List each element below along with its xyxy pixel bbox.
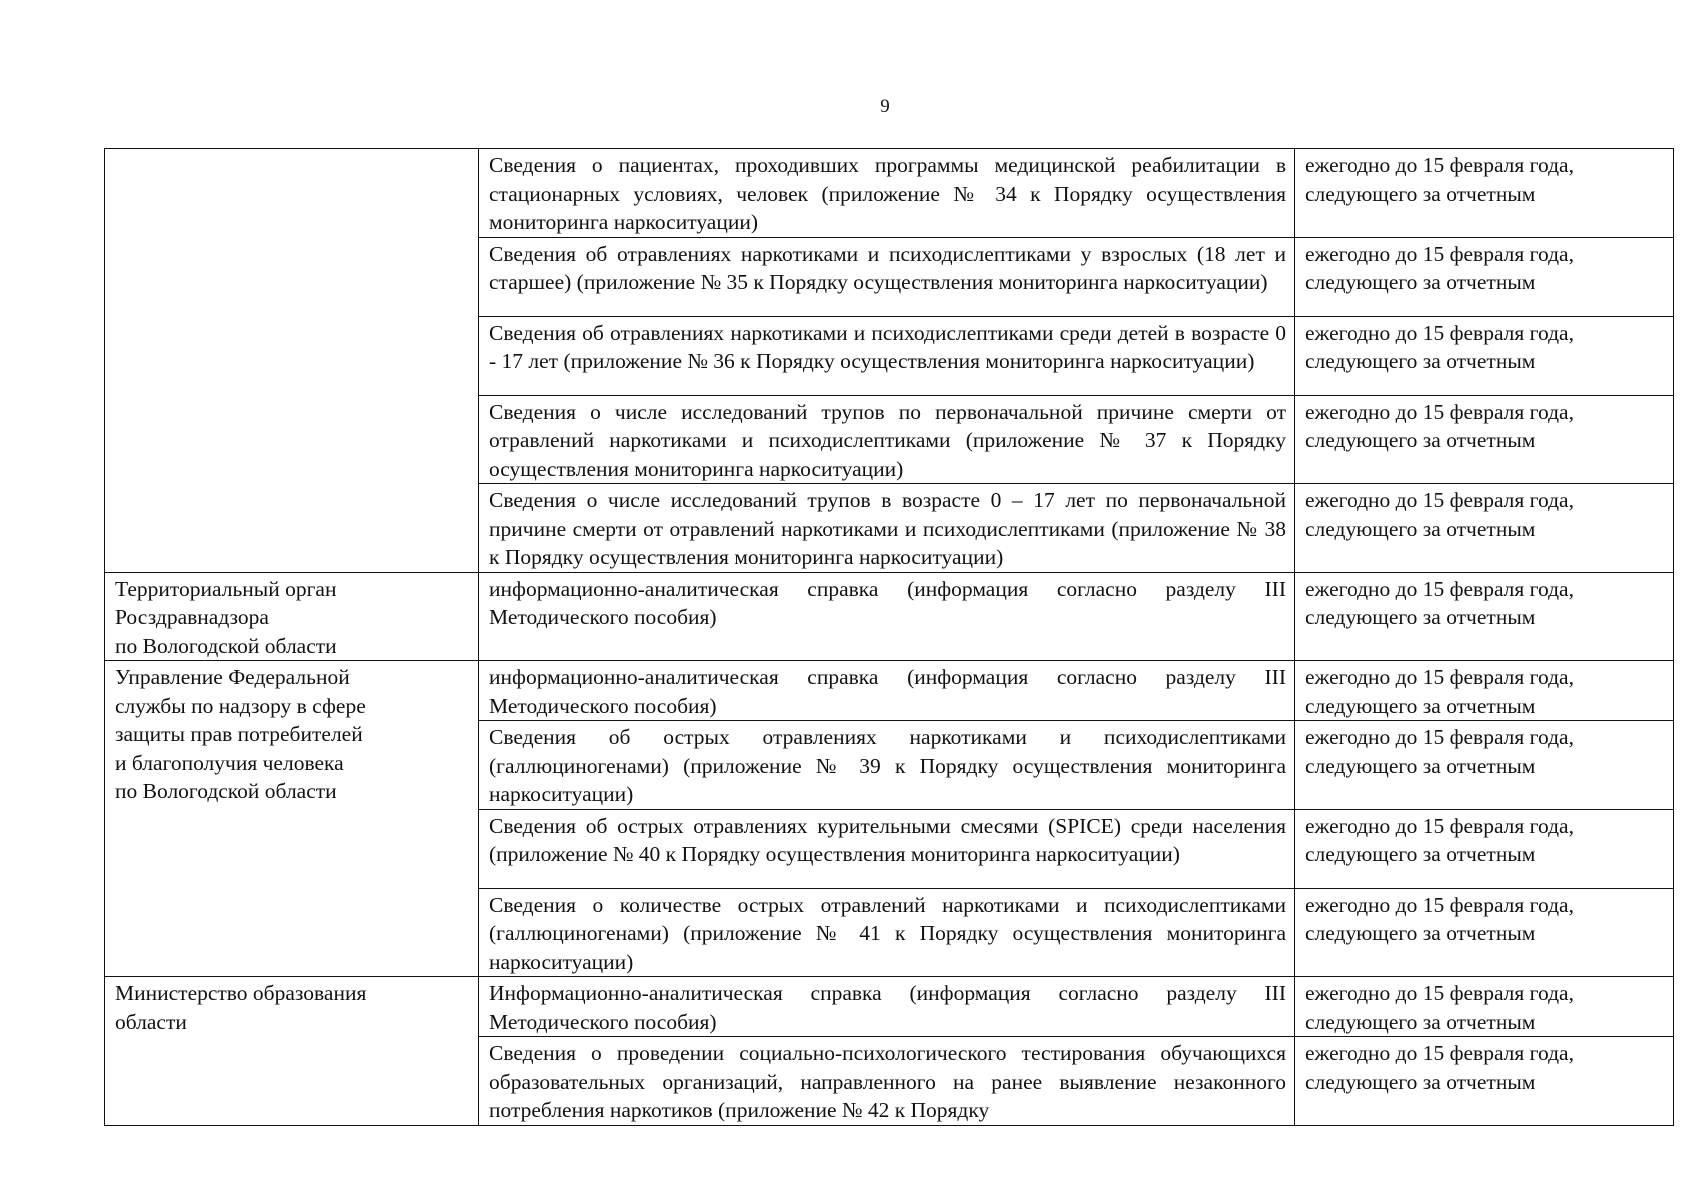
deadline-line: следующего за отчетным <box>1305 1069 1536 1094</box>
page-number: 9 <box>880 96 890 117</box>
deadline-line: ежегодно до 15 февраля года, <box>1305 488 1574 512</box>
deadline-line: следующего за отчетным <box>1305 428 1536 452</box>
org-cell <box>105 977 479 1126</box>
org-cell-blank <box>105 149 479 573</box>
monitoring-table <box>104 148 1674 1126</box>
deadline-line: следующего за отчетным <box>1305 842 1536 866</box>
deadline-cell <box>1295 484 1674 573</box>
desc-cell: Сведения об отравлениях наркотиками и психодислептиками среди детей в возрасте 0 - 17 лет (приложение № 36 к Порядку осуществления мониторинга наркоситуации) <box>479 316 1295 395</box>
org-line: защиты прав потребителей <box>115 722 363 746</box>
deadline-line: ежегодно до 15 февраля года, <box>1305 892 1574 917</box>
deadline-line: следующего за отчетным <box>1305 921 1536 945</box>
org-line: службы по надзору в сфере <box>115 693 366 718</box>
deadline-line: следующего за отчетным <box>1305 349 1536 373</box>
org-line: Территориальный орган <box>115 576 337 601</box>
org-line: по Вологодской области <box>115 779 337 803</box>
deadline-line: следующего за отчетным <box>1305 270 1536 294</box>
deadline-line: следующего за отчетным <box>1305 753 1536 778</box>
deadline-cell <box>1295 809 1674 888</box>
deadline-line: следующего за отчетным <box>1305 1009 1536 1034</box>
deadline-line: ежегодно до 15 февраля года, <box>1305 813 1574 838</box>
org-line: по Вологодской области <box>115 633 337 658</box>
desc-cell: Сведения об острых отравлениях курительными смесями (SPICE) среди населения (приложение № 40 к Порядку осуществления мониторинга наркоситуации) <box>479 809 1295 888</box>
desc-cell: Сведения об отравлениях наркотиками и психодислептиками у взрослых (18 лет и старшее) (приложение № 35 к Порядку осуществления мониторинга наркоситуации) <box>479 237 1295 316</box>
deadline-line: ежегодно до 15 февраля года, <box>1305 399 1574 424</box>
deadline-line: следующего за отчетным <box>1305 181 1536 206</box>
table-row <box>105 149 1674 238</box>
deadline-cell <box>1295 888 1674 977</box>
desc-cell: Сведения о числе исследований трупов в возрасте 0 – 17 лет по первоначальной причине смерти от отравлений наркотиками и психодислептиками (приложение № 38 к Порядку осуществления мониторинга наркоситуации) <box>479 484 1295 573</box>
deadline-line: следующего за отчетным <box>1305 693 1536 718</box>
desc-cell: Сведения об острых отравлениях наркотиками и психодислептиками (галлюциногенами) (приложение № 39 к Порядку осуществления мониторинга наркоситуации) <box>479 721 1295 810</box>
deadline-line: ежегодно до 15 февраля года, <box>1305 241 1574 266</box>
org-line: Росздравнадзора <box>115 605 269 629</box>
deadline-cell <box>1295 661 1674 721</box>
deadline-cell <box>1295 977 1674 1037</box>
desc-cell: Сведения о количестве острых отравлений наркотиками и психодислептиками (галлюциногенами) (приложение № 41 к Порядку осуществления мониторинга наркоситуации) <box>479 888 1295 977</box>
table-row <box>105 661 1674 721</box>
deadline-line: ежегодно до 15 февраля года, <box>1305 320 1574 345</box>
desc-cell: Сведения о пациентах, проходивших программы медицинской реабилитации в стационарных условиях, человек (приложение № 34 к Порядку осуществления мониторинга наркоситуации) <box>479 149 1295 238</box>
deadline-line: следующего за отчетным <box>1305 516 1536 541</box>
desc-cell: Информационно-аналитическая справка (информация согласно разделу III Методического пособия) <box>479 977 1295 1037</box>
deadline-cell <box>1295 237 1674 316</box>
org-cell <box>105 661 479 977</box>
deadline-line: ежегодно до 15 февраля года, <box>1305 576 1574 601</box>
deadline-cell <box>1295 316 1674 395</box>
deadline-line: ежегодно до 15 февраля года, <box>1305 665 1574 689</box>
org-line: области <box>115 1009 187 1034</box>
desc-cell: Сведения о числе исследований трупов по первоначальной причине смерти от отравлений наркотиками и психодислептиками (приложение № 37 к Порядку осуществления мониторинга наркоситуации) <box>479 395 1295 484</box>
deadline-line: следующего за отчетным <box>1305 605 1536 629</box>
deadline-line: ежегодно до 15 февраля года, <box>1305 1041 1574 1065</box>
deadline-cell <box>1295 721 1674 810</box>
org-cell <box>105 572 479 661</box>
deadline-cell <box>1295 572 1674 661</box>
deadline-line: ежегодно до 15 февраля года, <box>1305 725 1574 749</box>
deadline-cell <box>1295 149 1674 238</box>
deadline-line: ежегодно до 15 февраля года, <box>1305 981 1574 1005</box>
desc-cell: Сведения о проведении социально-психологического тестирования обучающихся образовательных организаций, направленного на ранее выявление незаконного потребления наркотиков (приложение № 42 к Порядку <box>479 1037 1295 1126</box>
table-row <box>105 977 1674 1037</box>
desc-cell: информационно-аналитическая справка (информация согласно разделу III Методического пособия) <box>479 661 1295 721</box>
org-line: и благополучия человека <box>115 750 344 775</box>
desc-cell: информационно-аналитическая справка (информация согласно разделу III Методического пособия) <box>479 572 1295 661</box>
table-row <box>105 572 1674 661</box>
deadline-cell <box>1295 1037 1674 1126</box>
deadline-line: ежегодно до 15 февраля года, <box>1305 153 1574 177</box>
org-line: Управление Федеральной <box>115 665 350 689</box>
org-line: Министерство образования <box>115 981 367 1005</box>
deadline-cell <box>1295 395 1674 484</box>
